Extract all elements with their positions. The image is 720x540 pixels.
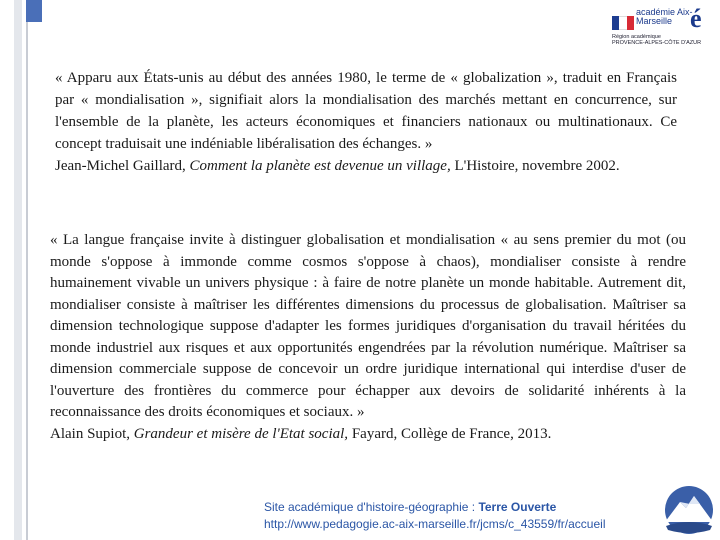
left-bar-light [14, 0, 22, 540]
quote-reference [55, 155, 677, 177]
left-bar-line [26, 0, 28, 540]
footer-site-line [264, 499, 674, 516]
left-decorative-bars [0, 0, 40, 540]
terre-ouverte-mountain-icon [660, 478, 718, 536]
quote-text: « La langue française invite à distinguer globalisation et mondialisation « au sens premier du mot (ou monde s'oppose à immonde comme cosmos s'oppose à chaos), mondialiser consiste à rendre humainement vivable un univers physique : à faire de notre planète un monde habitable. Autrement dit, mondialiser consiste à maîtriser les différentes dimensions du processus de globalisation. Maîtriser sa dimension technologique suppose d'adapter les formes juridiques d'organisation du travail héritées du monde industriel aux risques et aux opportunités engendrées par la révolution numérique. Maîtriser sa dimension commerciale suppose de concevoir un ordre juridique international qui interdise d'user de l'ouverture des frontières du commerce pour échapper aux devoirs de solidarité inhérents à la reconnaissance des droits économiques et sociaux. » [50, 232, 686, 420]
quote-reference [50, 424, 686, 446]
academy-e-icon: é [690, 4, 702, 33]
footer-site-label: Site académique d'histoire-géographie : [264, 500, 479, 514]
quote-gaillard [55, 67, 677, 177]
logo-line-1: Région académique [612, 34, 661, 40]
quote-text: « Apparu aux États-unis au début des années 1980, le terme de « globalization », traduit en Français par « mondialisation », signifiait alors la mondialisation des marchés mettant en concurrence, sur l'ensemble de la planète, les acteurs économiques et financiers nationaux ou multinationaux. Ce concept traduisait une indéniable libéralisation des échanges. » [55, 70, 677, 152]
left-bar-accent [26, 0, 42, 22]
reference-title: Grandeur et misère de l'Etat social, [133, 425, 349, 442]
reference-author: Jean-Michel Gaillard, [55, 158, 186, 174]
french-flag-icon [612, 16, 634, 30]
logo-line-2: PROVENCE-ALPES-CÔTE D'AZUR [612, 40, 702, 46]
footer-site-name: Terre Ouverte [478, 500, 557, 514]
academy-logo [612, 6, 714, 54]
reference-source: L'Histoire, novembre 2002. [454, 158, 620, 174]
reference-title: Comment la planète est devenue un village, [189, 158, 451, 174]
reference-author: Alain Supiot, [50, 425, 131, 442]
quote-supiot [50, 230, 686, 445]
academy-name: académie Aix-Marseille [636, 7, 693, 26]
footer [264, 499, 674, 533]
reference-source: Fayard, Collège de France, 2013. [351, 425, 552, 442]
footer-url-link[interactable]: http://www.pedagogie.ac-aix-marseille.fr/jcms/c_43559/fr/accueil [264, 517, 606, 531]
